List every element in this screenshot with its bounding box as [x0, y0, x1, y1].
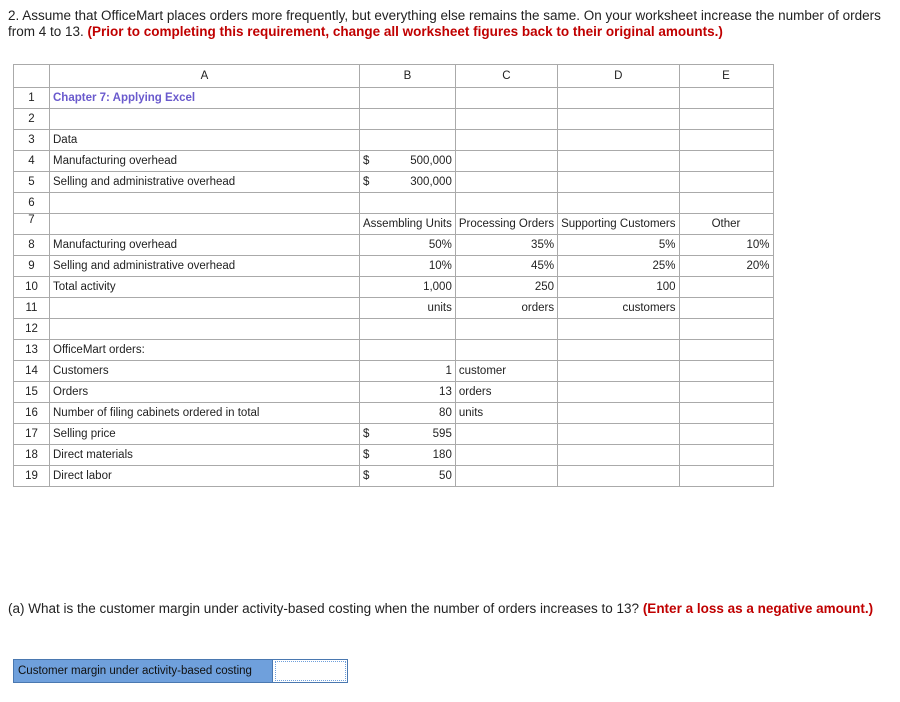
- cell: [50, 214, 360, 235]
- value-cell: 250: [455, 277, 557, 298]
- table-row: [14, 445, 774, 466]
- cell: [360, 340, 456, 361]
- table-row: [14, 277, 774, 298]
- row-number: 15: [14, 382, 50, 403]
- row-label: Manufacturing overhead: [50, 235, 360, 256]
- unit-cell: units: [455, 403, 557, 424]
- amount: 595: [432, 428, 452, 440]
- cell: [679, 193, 773, 214]
- question-2-text: [8, 8, 888, 40]
- row-number: 14: [14, 361, 50, 382]
- value-cell: 5%: [558, 235, 679, 256]
- cell: [558, 361, 679, 382]
- cell: [679, 424, 773, 445]
- value-cell: 20%: [679, 256, 773, 277]
- currency-symbol: $: [363, 428, 370, 440]
- row-label: Selling and administrative overhead: [50, 172, 360, 193]
- customer-margin-input[interactable]: [273, 659, 348, 683]
- cell: [455, 109, 557, 130]
- table-row: [14, 151, 774, 172]
- amount: 50: [439, 470, 452, 482]
- cell: [679, 277, 773, 298]
- row-number: 5: [14, 172, 50, 193]
- currency-cell: [360, 424, 456, 445]
- row-label: Number of filing cabinets ordered in total: [50, 403, 360, 424]
- data-heading: Data: [50, 130, 360, 151]
- cell: [50, 193, 360, 214]
- currency-cell: [360, 466, 456, 487]
- cell: [679, 445, 773, 466]
- activity-header-processing: Processing Orders: [455, 214, 557, 235]
- value-cell: 1,000: [360, 277, 456, 298]
- activity-header-assembling: Assembling Units: [360, 214, 456, 235]
- value-cell: 100: [558, 277, 679, 298]
- table-row: [14, 340, 774, 361]
- row-number: 13: [14, 340, 50, 361]
- row-number: 2: [14, 109, 50, 130]
- row-label: Selling and administrative overhead: [50, 256, 360, 277]
- table-row: [14, 214, 774, 235]
- cell: [558, 466, 679, 487]
- row-number: 7: [14, 214, 50, 235]
- currency-symbol: $: [363, 449, 370, 461]
- value-cell: 25%: [558, 256, 679, 277]
- unit-cell: customer: [455, 361, 557, 382]
- unit-cell: units: [360, 298, 456, 319]
- cell: [455, 466, 557, 487]
- column-header-b: B: [360, 65, 456, 88]
- table-row: [14, 88, 774, 109]
- row-number: 1: [14, 88, 50, 109]
- cell: [679, 130, 773, 151]
- cell: [679, 88, 773, 109]
- cell: [679, 340, 773, 361]
- sheet-title: Chapter 7: Applying Excel: [50, 88, 360, 109]
- row-label: Direct labor: [50, 466, 360, 487]
- cell: [679, 382, 773, 403]
- value-cell: 35%: [455, 235, 557, 256]
- cell: [558, 424, 679, 445]
- unit-cell: customers: [558, 298, 679, 319]
- unit-cell: orders: [455, 298, 557, 319]
- column-header-row: [14, 65, 774, 88]
- row-number: 16: [14, 403, 50, 424]
- cell: [558, 109, 679, 130]
- table-row: [14, 130, 774, 151]
- worksheet-table: [13, 64, 774, 487]
- cell: [679, 298, 773, 319]
- cell: [455, 319, 557, 340]
- column-header-d: D: [558, 65, 679, 88]
- activity-header-other: Other: [679, 214, 773, 235]
- unit-cell: orders: [455, 382, 557, 403]
- row-label: OfficeMart orders:: [50, 340, 360, 361]
- cell: [558, 88, 679, 109]
- row-label: Manufacturing overhead: [50, 151, 360, 172]
- table-row: [14, 109, 774, 130]
- cell: [360, 319, 456, 340]
- cell: [679, 361, 773, 382]
- table-row: [14, 424, 774, 445]
- cell: [50, 319, 360, 340]
- row-number: 3: [14, 130, 50, 151]
- answer-label: Customer margin under activity-based costing: [13, 659, 273, 683]
- cell: [679, 172, 773, 193]
- table-row: [14, 172, 774, 193]
- table-row: [14, 403, 774, 424]
- row-label: Total activity: [50, 277, 360, 298]
- row-label: Direct materials: [50, 445, 360, 466]
- question-a-note: (Enter a loss as a negative amount.): [642, 601, 874, 616]
- table-row: [14, 382, 774, 403]
- currency-cell: [360, 151, 456, 172]
- value-cell: 80: [360, 403, 456, 424]
- row-number: 12: [14, 319, 50, 340]
- amount: 500,000: [410, 155, 452, 167]
- row-number: 17: [14, 424, 50, 445]
- cell: [360, 130, 456, 151]
- value-cell: 1: [360, 361, 456, 382]
- cell: [558, 151, 679, 172]
- question-2-note: (Prior to completing this requirement, change all worksheet figures back to their original amounts.): [87, 24, 723, 39]
- column-header-c: C: [455, 65, 557, 88]
- cell: [679, 319, 773, 340]
- currency-cell: [360, 445, 456, 466]
- cell: [360, 109, 456, 130]
- row-number: 6: [14, 193, 50, 214]
- row-label: Orders: [50, 382, 360, 403]
- currency-symbol: $: [363, 176, 370, 188]
- cell: [455, 445, 557, 466]
- amount: 180: [432, 449, 452, 461]
- cell: [50, 109, 360, 130]
- cell: [50, 298, 360, 319]
- currency-cell: [360, 172, 456, 193]
- cell: [558, 172, 679, 193]
- cell: [558, 193, 679, 214]
- table-row: [14, 256, 774, 277]
- value-cell: 50%: [360, 235, 456, 256]
- cell: [455, 88, 557, 109]
- cell: [558, 340, 679, 361]
- row-number: 18: [14, 445, 50, 466]
- row-label: Customers: [50, 361, 360, 382]
- cell: [455, 424, 557, 445]
- cell: [360, 88, 456, 109]
- row-label: Selling price: [50, 424, 360, 445]
- cell: [455, 151, 557, 172]
- cell: [455, 340, 557, 361]
- cell: [455, 172, 557, 193]
- question-2-body: 2. Assume that OfficeMart places orders more frequently, but everything else remains the same. On your worksheet increase the number of orders from 4 to 13.: [8, 8, 881, 39]
- table-row: [14, 235, 774, 256]
- cell: [558, 403, 679, 424]
- cell: [360, 193, 456, 214]
- question-a-body: (a) What is the customer margin under activity-based costing when the number of orders increases to 13?: [8, 601, 643, 616]
- cell: [558, 445, 679, 466]
- table-row: [14, 361, 774, 382]
- cell: [679, 151, 773, 172]
- cell: [679, 403, 773, 424]
- row-number: 9: [14, 256, 50, 277]
- table-row: [14, 298, 774, 319]
- answer-row: [13, 659, 348, 683]
- value-cell: 10%: [360, 256, 456, 277]
- currency-symbol: $: [363, 470, 370, 482]
- row-number: 11: [14, 298, 50, 319]
- cell: [558, 130, 679, 151]
- row-number: 4: [14, 151, 50, 172]
- column-header-a: A: [50, 65, 360, 88]
- currency-symbol: $: [363, 155, 370, 167]
- cell: [455, 193, 557, 214]
- table-row: [14, 319, 774, 340]
- table-row: [14, 193, 774, 214]
- cell: [558, 382, 679, 403]
- row-number: 19: [14, 466, 50, 487]
- cell: [455, 130, 557, 151]
- row-number: 8: [14, 235, 50, 256]
- value-cell: 13: [360, 382, 456, 403]
- column-header-e: E: [679, 65, 773, 88]
- amount: 300,000: [410, 176, 452, 188]
- table-row: [14, 466, 774, 487]
- corner-cell: [14, 65, 50, 88]
- cell: [679, 109, 773, 130]
- value-cell: 10%: [679, 235, 773, 256]
- question-a-text: [8, 601, 888, 617]
- activity-header-supporting: Supporting Customers: [558, 214, 679, 235]
- value-cell: 45%: [455, 256, 557, 277]
- cell: [679, 466, 773, 487]
- row-number: 10: [14, 277, 50, 298]
- cell: [558, 319, 679, 340]
